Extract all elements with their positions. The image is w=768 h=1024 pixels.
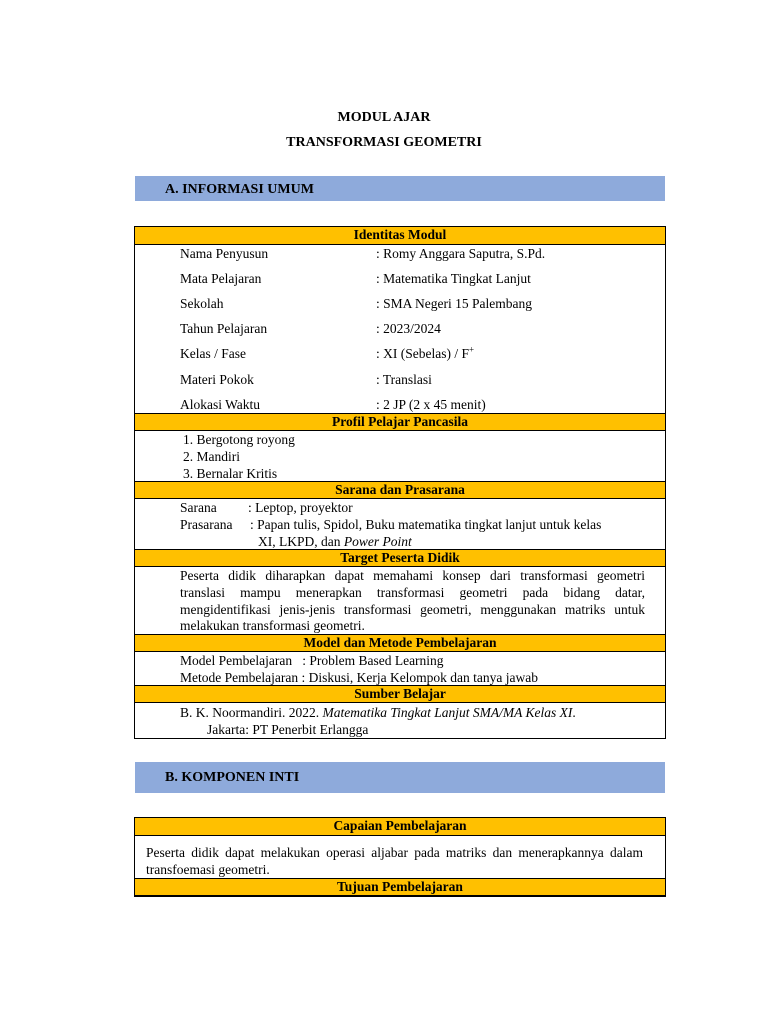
identitas-modul-header: Identitas Modul — [135, 227, 665, 245]
sarana-label: Sarana — [180, 500, 217, 515]
sarana-prasarana-header: Sarana dan Prasarana — [135, 481, 665, 499]
row-label: Mata Pelajaran — [180, 271, 262, 286]
list-item: 2. Mandiri — [183, 449, 240, 464]
row-value: : 2023/2024 — [376, 321, 441, 336]
row-value: : XI (Sebelas) / F+ — [376, 344, 475, 361]
row-label: Materi Pokok — [180, 372, 254, 387]
metode-line: Metode Pembelajaran : Diskusi, Kerja Kelompok dan tanya jawab — [180, 670, 539, 685]
row-value: : 2 JP (2 x 45 menit) — [376, 397, 486, 412]
reference-publisher: Jakarta: PT Penerbit Erlangga — [207, 722, 369, 737]
model-line: Model Pembelajaran : Problem Based Learning — [180, 653, 444, 668]
row-label: Nama Penyusun — [180, 246, 269, 261]
informasi-umum-table — [134, 226, 666, 739]
row-value: : SMA Negeri 15 Palembang — [376, 296, 532, 311]
profil-pelajar-header: Profil Pelajar Pancasila — [135, 413, 665, 431]
section-a-heading: A. INFORMASI UMUM — [135, 176, 665, 201]
document-title: MODUL AJAR — [337, 110, 431, 125]
prasarana-value: : Papan tulis, Spidol, Buku matematika tingkat lanjut untuk kelas — [250, 517, 602, 532]
tujuan-header: Tujuan Pembelajaran — [135, 878, 665, 896]
sarana-value: : Leptop, proyektor — [248, 500, 353, 515]
document-subtitle: TRANSFORMASI GEOMETRI — [286, 135, 482, 150]
row-label: Alokasi Waktu — [180, 397, 261, 412]
reference-line: B. K. Noormandiri. 2022. Matematika Tingkat Lanjut SMA/MA Kelas XI. — [180, 705, 576, 720]
row-value: : Translasi — [376, 372, 432, 387]
capaian-text: Peserta didik dapat melakukan operasi aljabar pada matriks dan menerapkannya dalam transfoemasi geometri. — [146, 845, 643, 877]
prasarana-value-cont: XI, LKPD, dan Power Point — [258, 534, 412, 549]
prasarana-label: Prasarana — [180, 517, 233, 532]
row-label: Kelas / Fase — [180, 346, 246, 361]
section-b-heading: B. KOMPONEN INTI — [135, 762, 665, 793]
list-item: 3. Bernalar Kritis — [183, 466, 278, 481]
model-metode-header: Model dan Metode Pembelajaran — [135, 634, 665, 652]
row-label: Tahun Pelajaran — [180, 321, 268, 336]
target-peserta-header: Target Peserta Didik — [135, 549, 665, 567]
row-value: : Matematika Tingkat Lanjut — [376, 271, 531, 286]
sumber-belajar-header: Sumber Belajar — [135, 685, 665, 703]
row-label: Sekolah — [180, 296, 224, 311]
row-value: : Romy Anggara Saputra, S.Pd. — [376, 246, 546, 261]
komponen-inti-table — [134, 817, 666, 897]
capaian-header: Capaian Pembelajaran — [135, 818, 665, 836]
list-item: 1. Bergotong royong — [183, 432, 295, 447]
target-text: Peserta didik diharapkan dapat memahami konsep dari transformasi geometri translasi mampu menerapkan transformasi geometri pada bidang datar, mengidentifikasi jenis-jenis transformasi geometri, menggunakan matriks untuk melakukan transformasi geometri. — [180, 568, 645, 634]
